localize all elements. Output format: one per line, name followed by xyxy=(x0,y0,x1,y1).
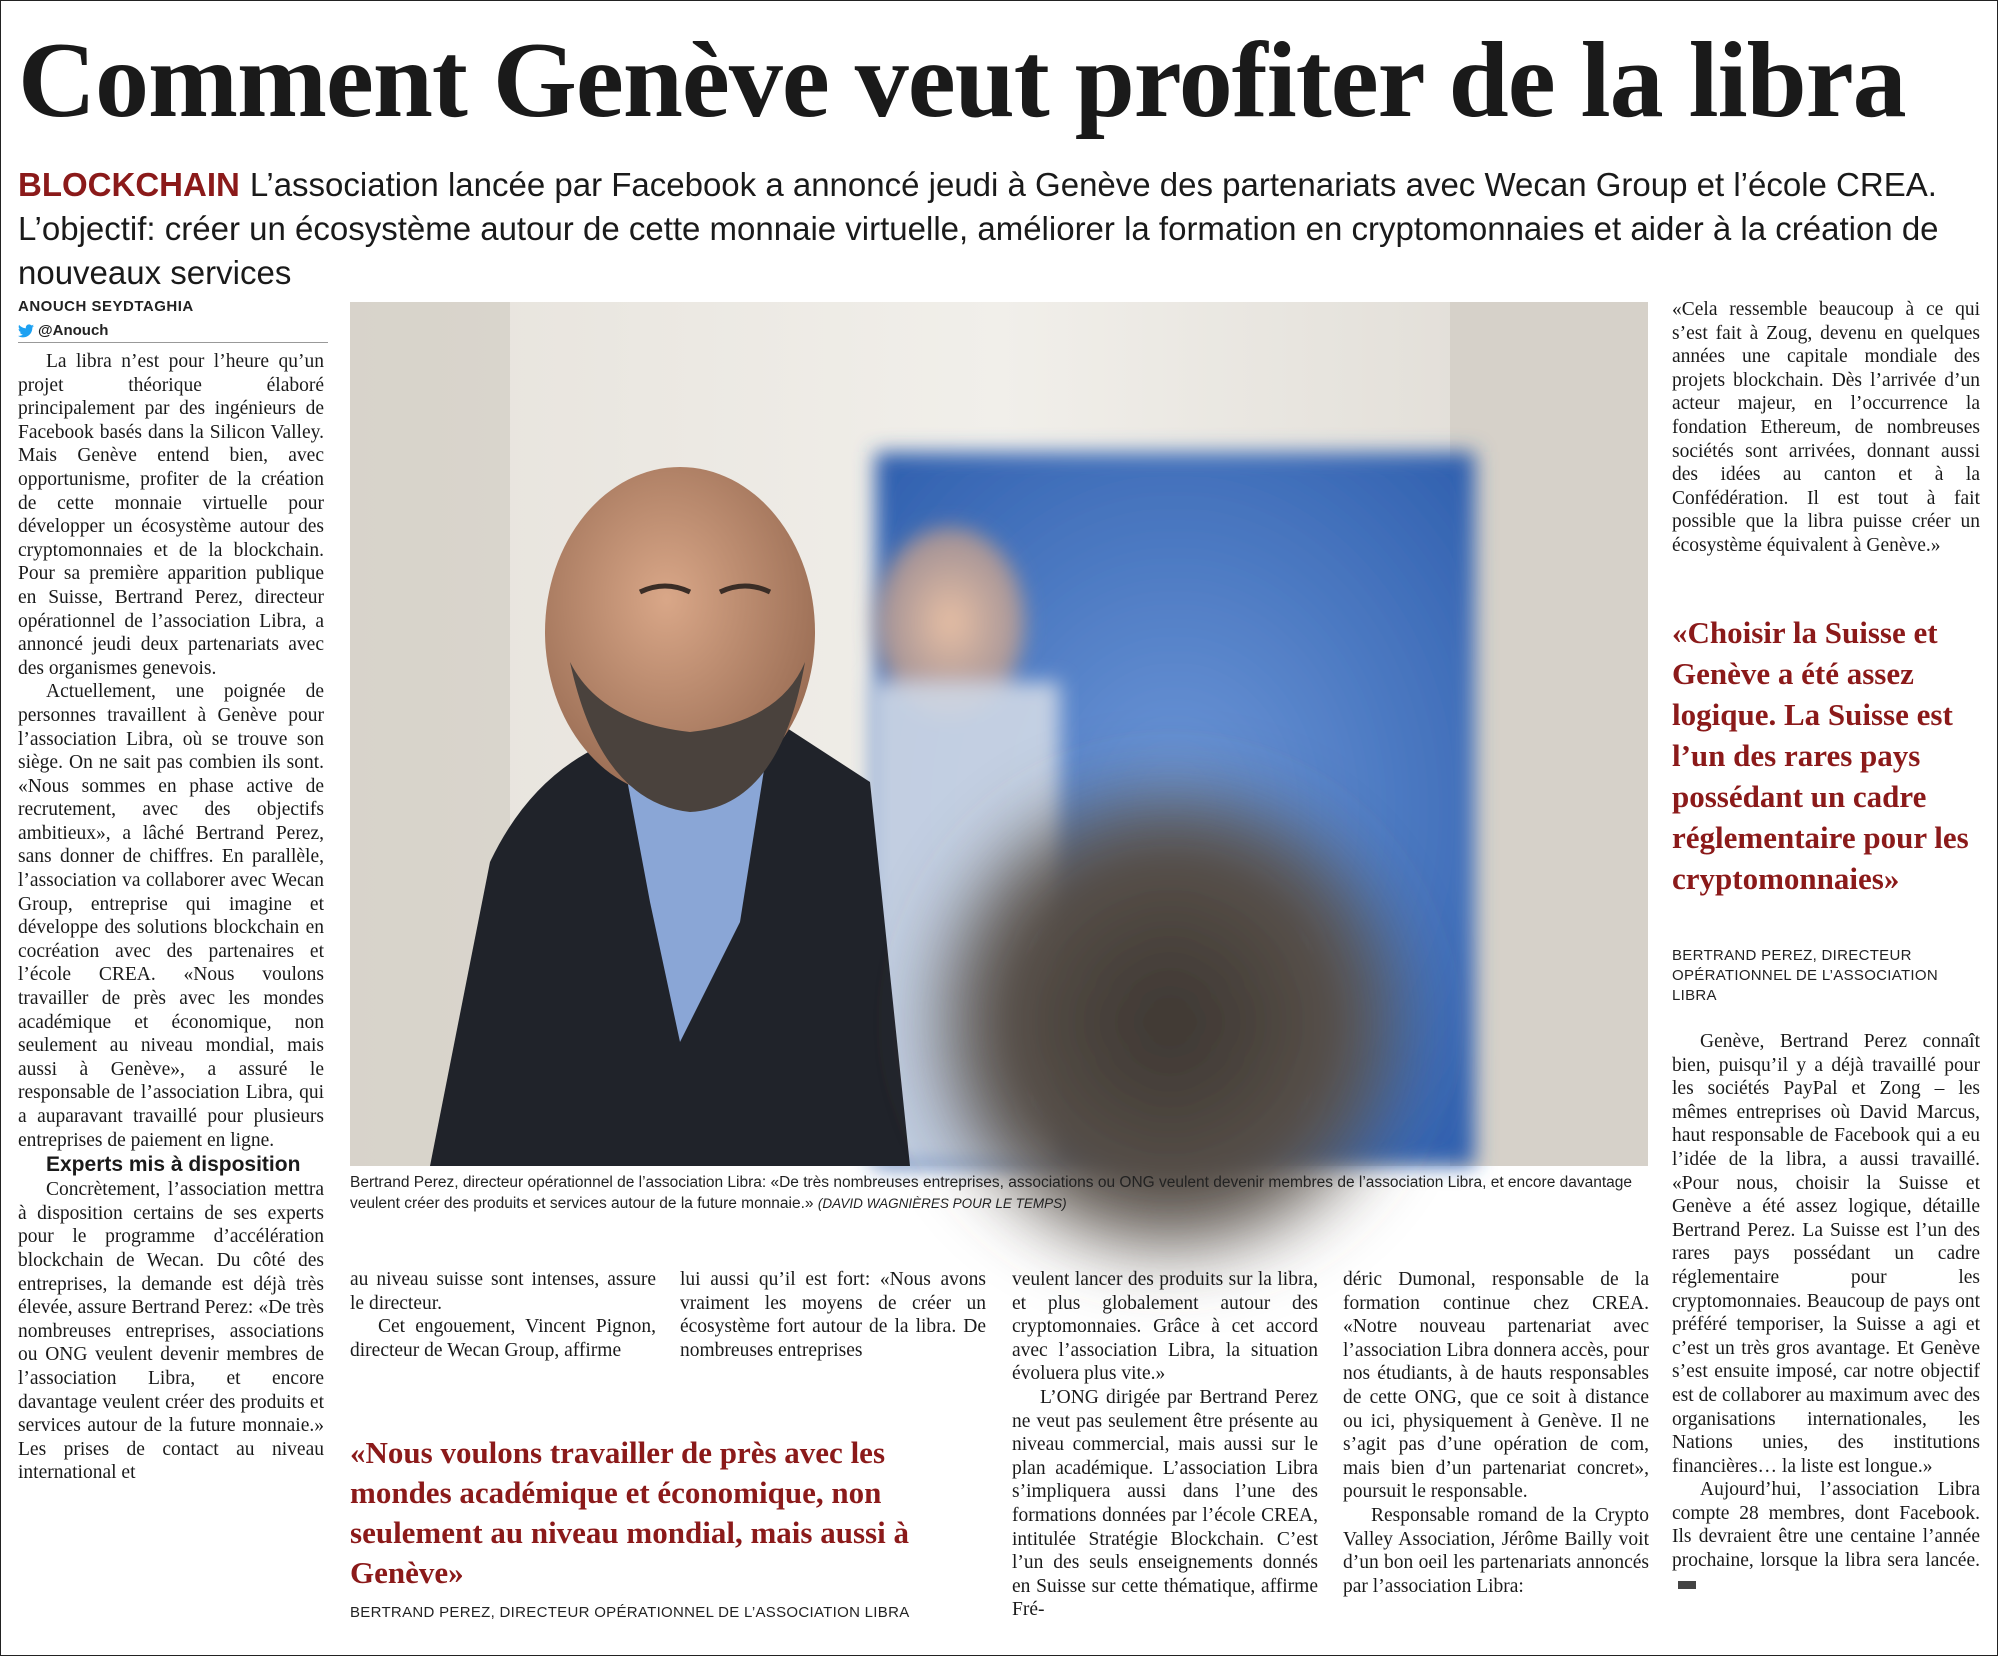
article-photo xyxy=(350,302,1648,1166)
kicker-label: BLOCKCHAIN xyxy=(18,166,240,203)
article-column-4 xyxy=(1012,1268,1318,1653)
photo-illustration xyxy=(350,302,1648,1166)
paragraph: lui aussi qu’il est fort: «Nous avons vraiment les moyens de créer un écosystème fort autour de la libra. De nombreuses entreprises xyxy=(680,1269,986,1361)
paragraph: veulent lancer des produits sur la libra, et plus globalement autour des cryptomonnaies. Grâce à cet accord avec l’association Libra, la situation évoluera plus vite.» xyxy=(1012,1269,1318,1385)
article-column-1 xyxy=(18,350,324,1650)
byline-divider xyxy=(18,342,328,343)
lead-text: L’association lancée par Facebook a annoncé jeudi à Genève des partenariats avec Wecan Group et l’école CREA. L’objectif: créer un écosystème autour de cette monnaie virtuelle, améliorer la formation en cryptomonnaies et aider à la création de nouveaux services xyxy=(18,166,1939,291)
twitter-bird-icon xyxy=(18,324,34,338)
photo-caption xyxy=(350,1172,1648,1214)
byline-author: ANOUCH SEYDTAGHIA xyxy=(18,298,194,315)
paragraph: Cet engouement, Vincent Pignon, directeur de Wecan Group, affirme xyxy=(350,1316,656,1361)
paragraph: «Cela ressemble beaucoup à ce qui s’est fait à Zoug, devenu en quelques années une capitale mondiale des projets blockchain. Dès l’arrivée d’un acteur majeur, en l’occurrence la fondation Ethereum, de nombreuses sociétés sont arrivées, donnant aussi des idées au canton et à la Confédération. Il est tout à fait possible que la libra puisse créer un écosystème équivalent à Genève.» xyxy=(1672,299,1980,556)
photo-credit: (DAVID WAGNIÈRES POUR LE TEMPS) xyxy=(817,1196,1067,1211)
pull-quote-main-attribution: BERTRAND PEREZ, DIRECTEUR OPÉRATIONNEL DE L’ASSOCIATION LIBRA xyxy=(350,1604,910,1621)
article-column-6-top xyxy=(1672,298,1980,588)
paragraph: Responsable romand de la Crypto Valley Association, Jérôme Bailly voit d’un bon oeil les partenariats annoncés par l’association Libra: xyxy=(1343,1504,1649,1597)
article-column-3 xyxy=(680,1268,986,1361)
pull-quote-main: «Nous voulons travailler de près avec les mondes académique et économique, non seulement au niveau mondial, mais aussi à Genève» xyxy=(350,1435,909,1590)
paragraph: La libra n’est pour l’heure qu’un projet théorique élaboré principalement par des ingénieurs de Facebook basés dans la Silicon Valley. Mais Genève entend bien, avec opportunisme, profiter de la création de cette monnaie virtuelle pour développer un écosystème autour des cryptomonnaies et de la blockchain. Pour sa première apparition publique en Suisse, Bertrand Perez, directeur opérationnel de l’association Libra, a annoncé jeudi deux partenariats avec des organismes genevois. xyxy=(18,351,324,679)
paragraph: Actuellement, une poignée de personnes travaillent à Genève pour l’association Libra, où se trouve son siège. On ne sait pas combien ils sont. «Nous sommes en phase active de recrutement, avec des objectifs ambitieux», a lâché Bertrand Perez, sans donner de chiffres. En parallèle, l’association va collaborer avec Wecan Group, entreprise qui imagine et développe des solutions blockchain en cocréation avec des partenaires et l’école CREA. «Nous voulons travailler de près avec les mondes académique et économique, non seulement au niveau mondial, mais aussi à Genève», a assuré le responsable de l’association Libra, qui a auparavant travaillé pour plusieurs entreprises de paiement en ligne. xyxy=(18,681,324,1151)
closing-text: Aujourd’hui, l’association Libra compte 28 membres, dont Facebook. Ils devraient être une centaine l’année prochaine, lorsque la libra sera lancée. xyxy=(1672,1479,1980,1572)
paragraph: Genève, Bertrand Perez connaît bien, puisqu’il y a déjà travaillé pour les sociétés PayPal et Zong – les mêmes entreprises où David Marcus, haut responsable de Facebook qui a eu l’idée de la libra, a aussi travaillé. «Pour nous, choisir la Suisse et Genève a été assez logique, détaille Bertrand Perez. La Suisse est l’un des rares pays possédant un cadre réglementaire pour les cryptomonnaies. Beaucoup de pays ont préféré temporiser, la Suisse a agi et c’est un très gros avantage. Et Genève s’est ensuite imposé, car notre objectif est de collaborer au maximum avec des organisations internationales, les Nations unies, des institutions financières… la liste est longue.» xyxy=(1672,1031,1980,1477)
end-of-article-mark xyxy=(1678,1581,1696,1589)
headline: Comment Genève veut profiter de la libra xyxy=(18,21,1906,140)
caption-text: Bertrand Perez, directeur opérationnel de l’association Libra: «De très nombreuses entreprises, associations ou ONG veulent devenir membres de l’association Libra, et encore davantage veulent créer des produits et services autour de la future monnaie.» xyxy=(350,1174,1633,1212)
pull-quote-side: «Choisir la Suisse et Genève a été assez logique. La Suisse est l’un des rares pays possédant un cadre réglementaire pour les cryptomonnaies» xyxy=(1672,615,1969,896)
paragraph: au niveau suisse sont intenses, assure le directeur. xyxy=(350,1269,656,1314)
article-column-6-bottom xyxy=(1672,1030,1980,1652)
handle-text: @Anouch xyxy=(38,322,109,339)
paragraph: Concrètement, l’association mettra à disposition certains de ses experts pour le programme d’accélération blockchain de Wecan. Du côté des entreprises, la demande est déjà très élevée, assure Bertrand Perez: «De très nombreuses entreprises, associations ou ONG veulent devenir membres de l’association Libra, et encore davantage veulent créer des produits et services autour de la future monnaie.» Les prises de contact au niveau international et xyxy=(18,1179,324,1484)
paragraph: L’ONG dirigée par Bertrand Perez ne veut pas seulement être présente au niveau commercial, mais aussi sur le plan académique. L’association Libra s’impliquera aussi dans l’une des formations données par l’école CREA, intitulée Stratégie Blockchain. C’est l’un des seuls enseignements donnés en Suisse sur cette thématique, affirme Fré- xyxy=(1012,1386,1318,1621)
lead-paragraph xyxy=(18,163,1983,295)
byline-handle[interactable] xyxy=(18,322,108,339)
section-subhead: Experts mis à disposition xyxy=(46,1153,301,1177)
pull-quote-side-attribution: BERTRAND PEREZ, DIRECTEUR OPÉRATIONNEL DE L’ASSOCIATION LIBRA xyxy=(1672,947,1938,1004)
article-column-5 xyxy=(1343,1268,1649,1653)
paragraph xyxy=(1672,1478,1980,1596)
article-column-2 xyxy=(350,1268,656,1361)
paragraph: déric Dumonal, responsable de la formation continue chez CREA. «Notre nouveau partenariat avec l’association Libra donnera accès, pour nos étudiants, à de hauts responsables de cette ONG, que ce soit à distance ou ici, physiquement à Genève. Il ne s’agit pas d’une opération de com, mais bien d’un partenariat concret», poursuit le responsable. xyxy=(1343,1269,1649,1503)
